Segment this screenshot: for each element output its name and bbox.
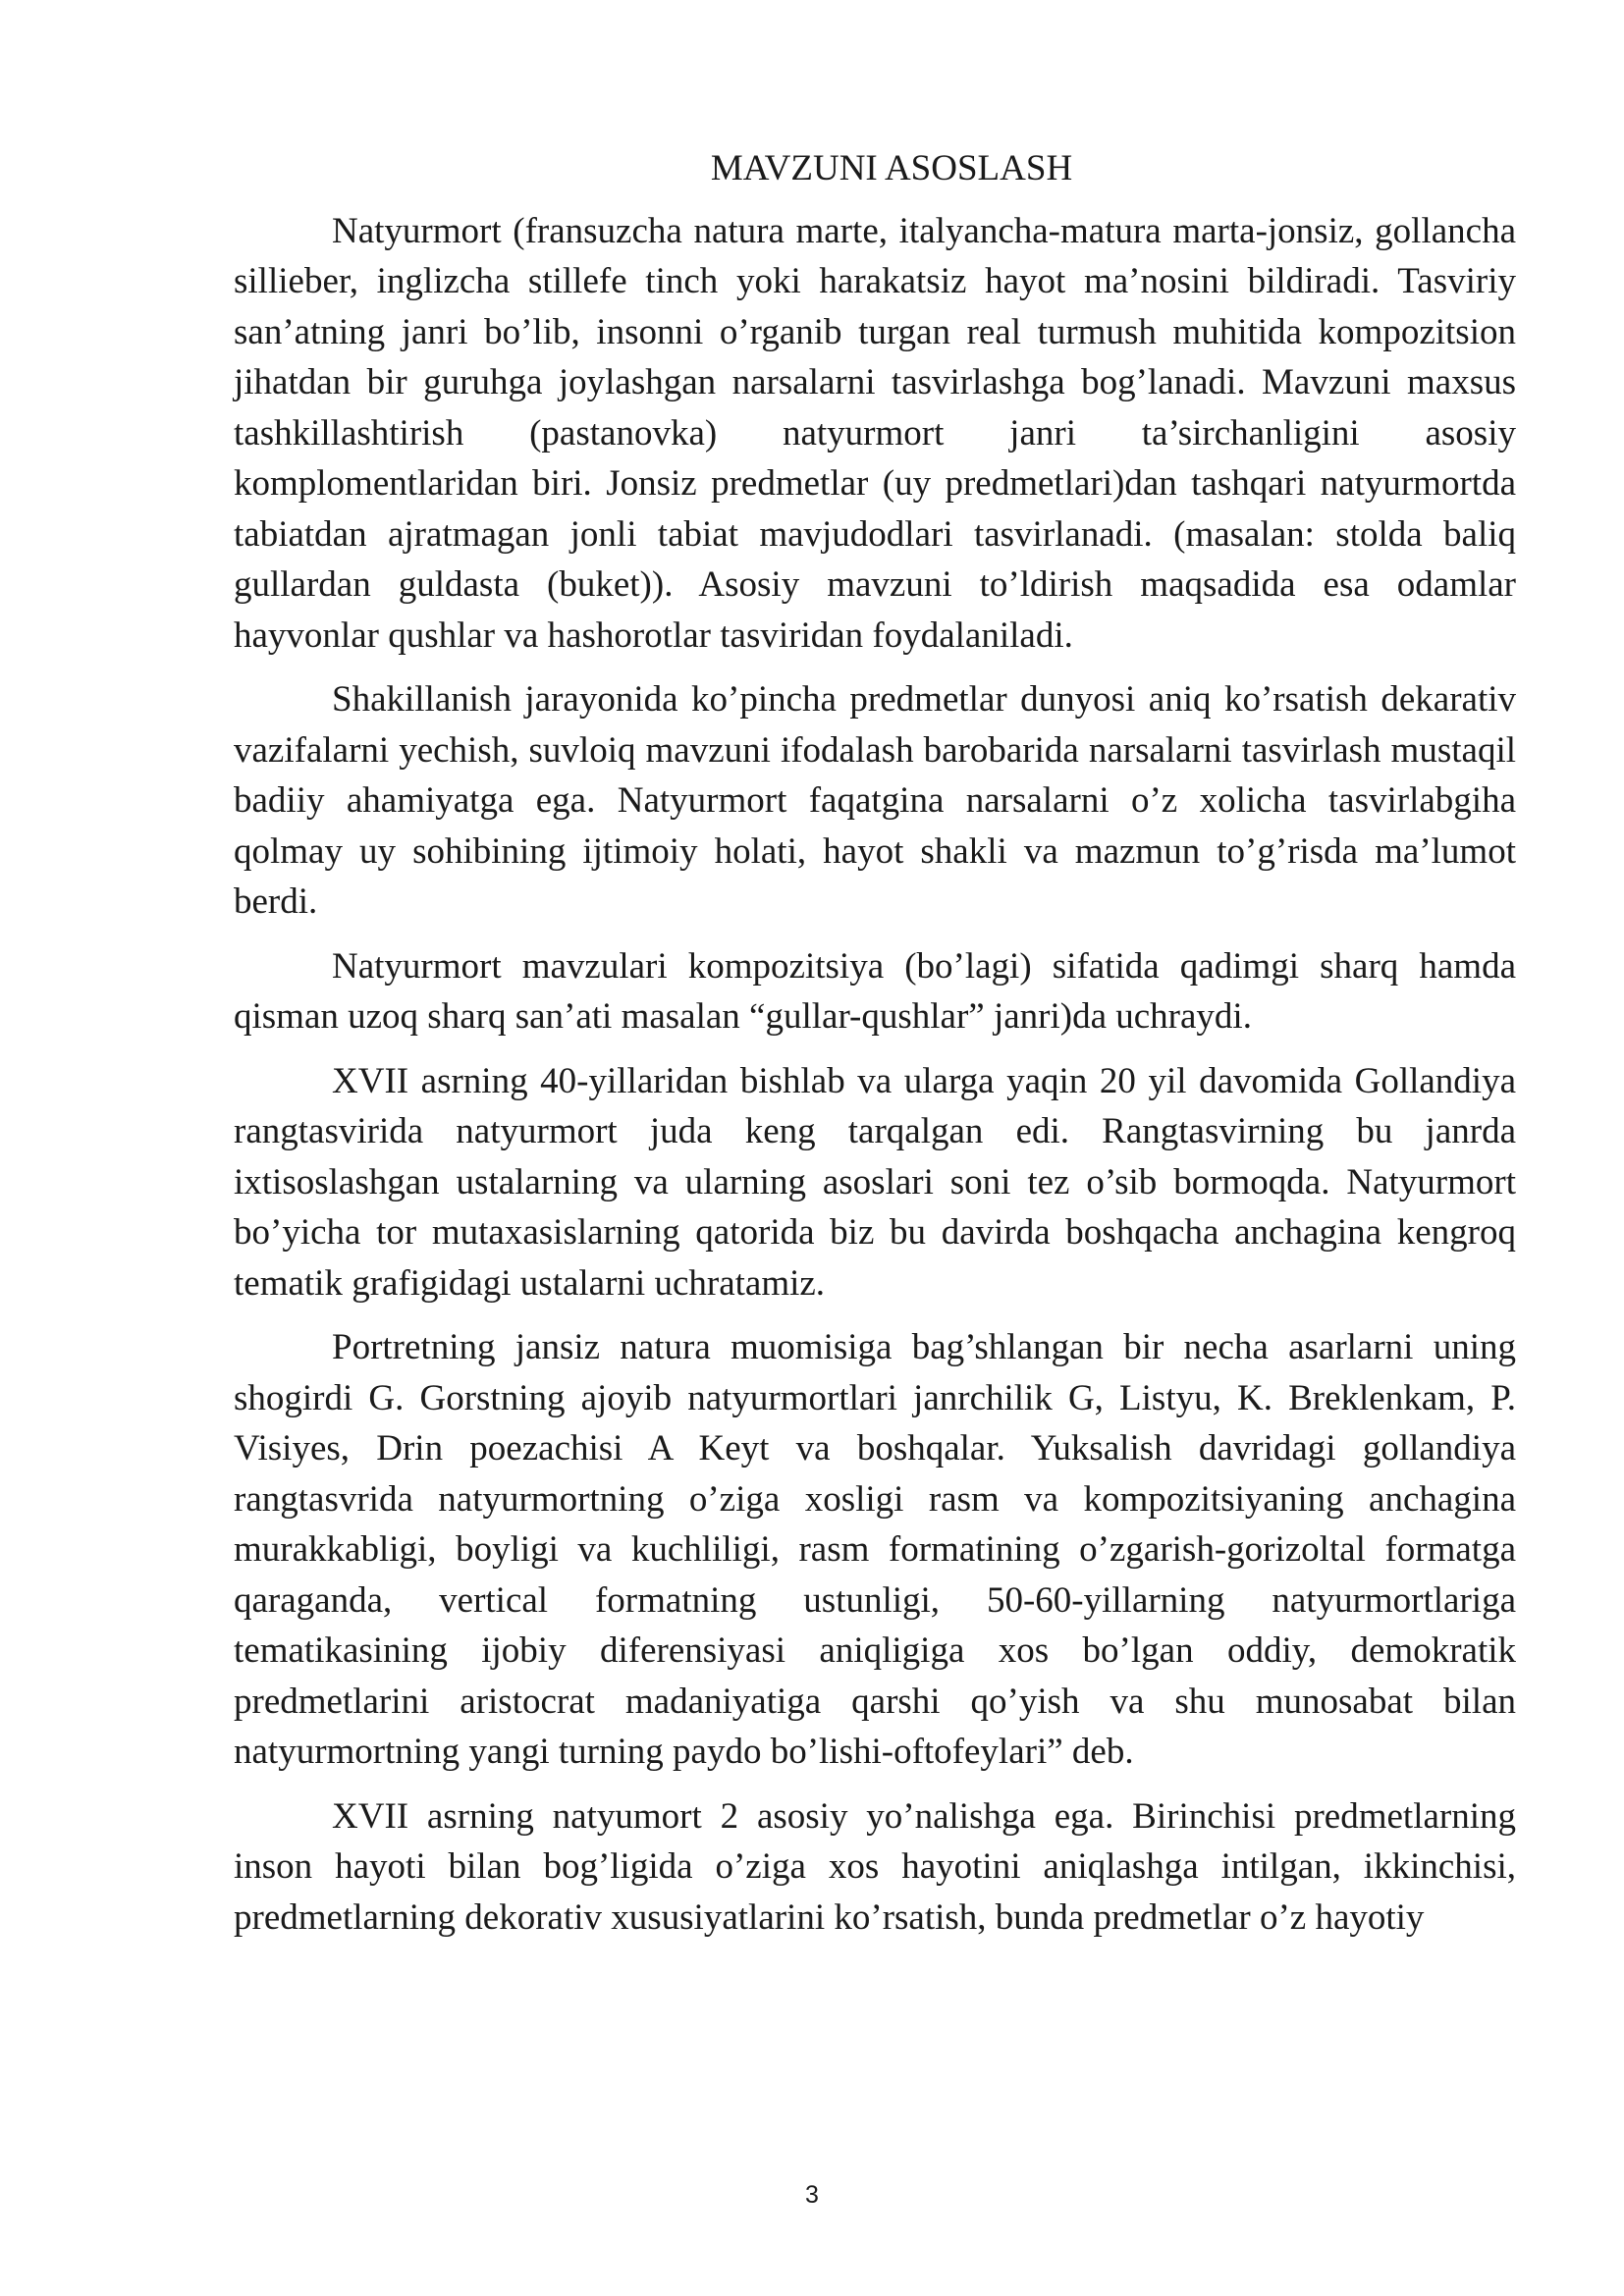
paragraph-5: Portretning jansiz natura muomisiga bag’shlangan bir necha asarlarni uning shogirdi G. Gorstning ajoyib natyurmortlari janrchilik G, Listyu, K. Breklenkam, P. Visiyes, Drin poezachisi A Keyt va boshqalar. Yuksalish davridagi gollandiya rangtasvrida natyurmortning o’ziga xosligi rasm va kompozitsiyaning anchagina murakkabligi, boyligi va kuchliligi, rasm formatining o’zgarish-gorizoltal formatga qaraganda, vertical formatning ustunligi, 50-60-yillarning natyurmortlariga tematikasining ijobiy diferensiyasi aniqligiga xos bo’lgan oddiy, demokratik predmetlarini aristocrat madaniyatiga qarshi qo’yish va shu munosabat bilan natyurmortning yangi turning paydo bo’lishi-oftofeylari” deb. [234,1327,1516,1772]
page-content [234,143,1516,1956]
page-title: MAVZUNI ASOSLASH [710,148,1073,188]
paragraph-6: XVII asrning natyumort 2 asosiy yo’nalishga ega. Birinchisi predmetlarning inson hayoti bilan bog’ligida o’ziga xos hayotini aniqlashga intilgan, ikkinchisi, predmetlarning dekorativ xususiyatlarini ko’rsatish, bunda predmetlar o’z hayotiy [234,1795,1516,1938]
paragraph-1: Natyurmort (fransuzcha natura marte, italyancha-matura marta-jonsiz, gollancha sillieber, inglizcha stillefe tinch yoki harakatsiz hayot ma’nosini bildiradi. Tasviriy san’atning janri bo’lib, insonni o’rganib turgan real turmush muhitida kompozitsion jihatdan bir guruhga joylashgan narsalarni tasvirlashga bog’lanadi. Mavzuni maxsus tashkillashtirish (pastanovka) natyurmort janri ta’sirchanligini asosiy komplomentlaridan biri. Jonsiz predmetlar (uy predmetlari)dan tashqari natyurmortda tabiatdan ajratmagan jonli tabiat mavjudodlari tasvirlanadi. (masalan: stolda baliq gullardan guldasta (buket)). Asosiy mavzuni to’ldirish maqsadida esa odamlar hayvonlar qushlar va hashorotlar tasviridan foydalaniladi. [234,210,1516,656]
paragraph-2: Shakillanish jarayonida ko’pincha predmetlar dunyosi aniq ko’rsatish dekarativ vazifalarni yechish, suvloiq mavzuni ifodalash barobarida narsalarni tasvirlash mustaqil badiiy ahamiyatga ega. Natyurmort faqatgina narsalarni o’z xolicha tasvirlabgiha qolmay uy sohibining ijtimoiy holati, hayot shakli va mazmun to’g’risda ma’lumot berdi. [234,679,1516,922]
paragraph-4: XVII asrning 40-yillaridan bishlab va ularga yaqin 20 yil davomida Gollandiya rangtasvirida natyurmort juda keng tarqalgan edi. Rangtasvirning bu janrda ixtisoslashgan ustalarning va ularning asoslari soni tez o’sib bormoqda. Natyurmort bo’yicha tor mutaxasislarning qatorida biz bu davirda boshqacha anchagina kengroq tematik grafigidagi ustalarni uchratamiz. [234,1060,1516,1304]
page-number: 3 [805,2181,819,2209]
paragraph-3: Natyurmort mavzulari kompozitsiya (bo’lagi) sifatida qadimgi sharq hamda qisman uzoq sharq san’ati masalan “gullar-qushlar” janri)da uchraydi. [234,945,1516,1037]
